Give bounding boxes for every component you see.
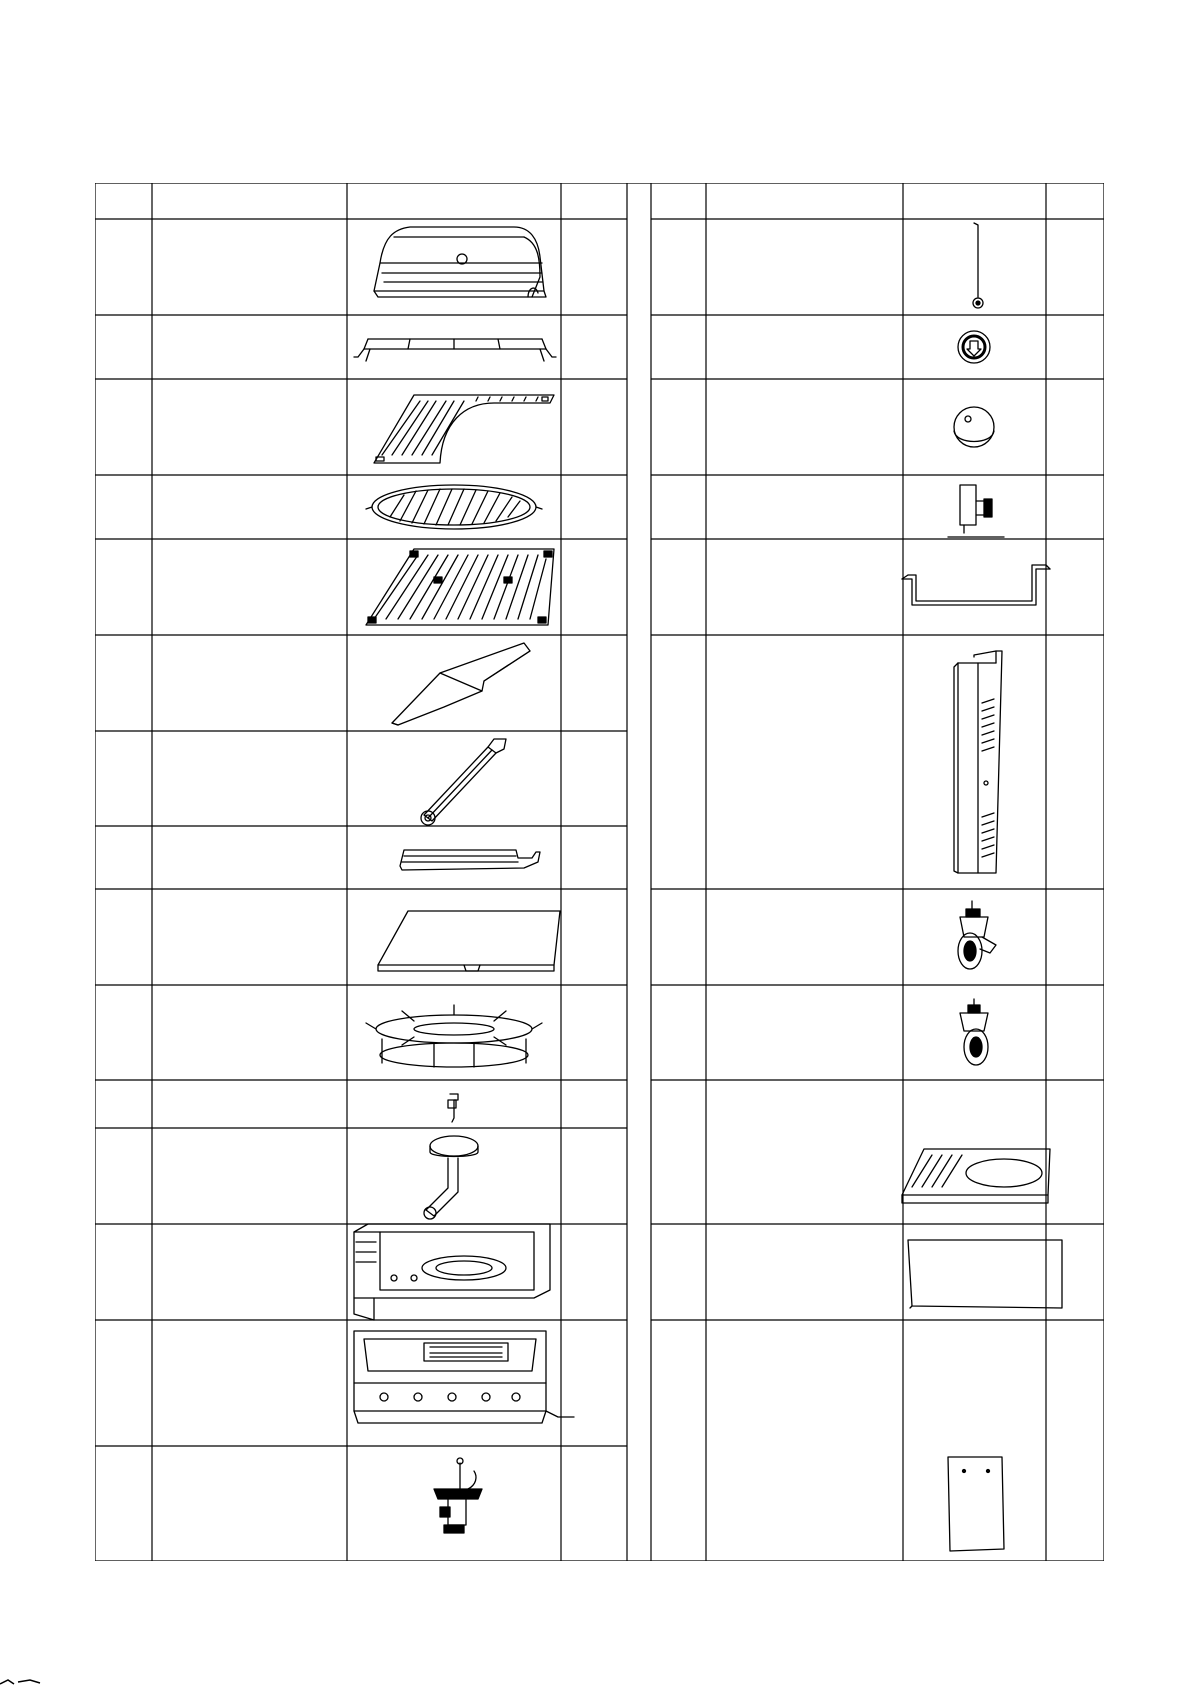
table-grid (95, 183, 1104, 1561)
tank-hook-icon (948, 485, 1004, 537)
grill-lid-icon (374, 227, 546, 297)
igniter-electrode-icon (448, 1094, 458, 1122)
support-bracket-icon (902, 565, 1050, 605)
page-footer-mark (0, 1670, 60, 1685)
round-cast-grate-icon (366, 485, 542, 529)
side-burner-housing-icon (354, 1224, 550, 1320)
control-bezel-icon (958, 331, 990, 363)
side-shelf-icon (902, 1149, 1050, 1203)
thermometer-probe-icon (973, 223, 983, 308)
grill-firebox-icon (354, 1331, 574, 1423)
cart-door-icon (948, 1457, 1004, 1551)
back-panel-icon (908, 1240, 1062, 1308)
side-burner-head-icon (424, 1136, 478, 1219)
caster-wheel-icon (960, 999, 988, 1065)
crossover-channel-icon (400, 850, 540, 870)
warming-rack-icon (354, 339, 556, 361)
control-knob-icon (954, 407, 994, 447)
parts-list-table (95, 183, 1104, 1561)
cooking-grate-cutout-icon (374, 395, 554, 463)
pot-support-icon (366, 1005, 542, 1067)
heat-tent-icon (392, 643, 530, 725)
burner-tube-icon (421, 739, 506, 825)
cart-side-panel-icon (954, 651, 1002, 873)
cooking-grate-icon (366, 549, 554, 625)
locking-caster-icon (958, 901, 996, 969)
gas-valve-regulator-icon (434, 1458, 482, 1533)
side-burner-lid-icon (378, 911, 560, 971)
